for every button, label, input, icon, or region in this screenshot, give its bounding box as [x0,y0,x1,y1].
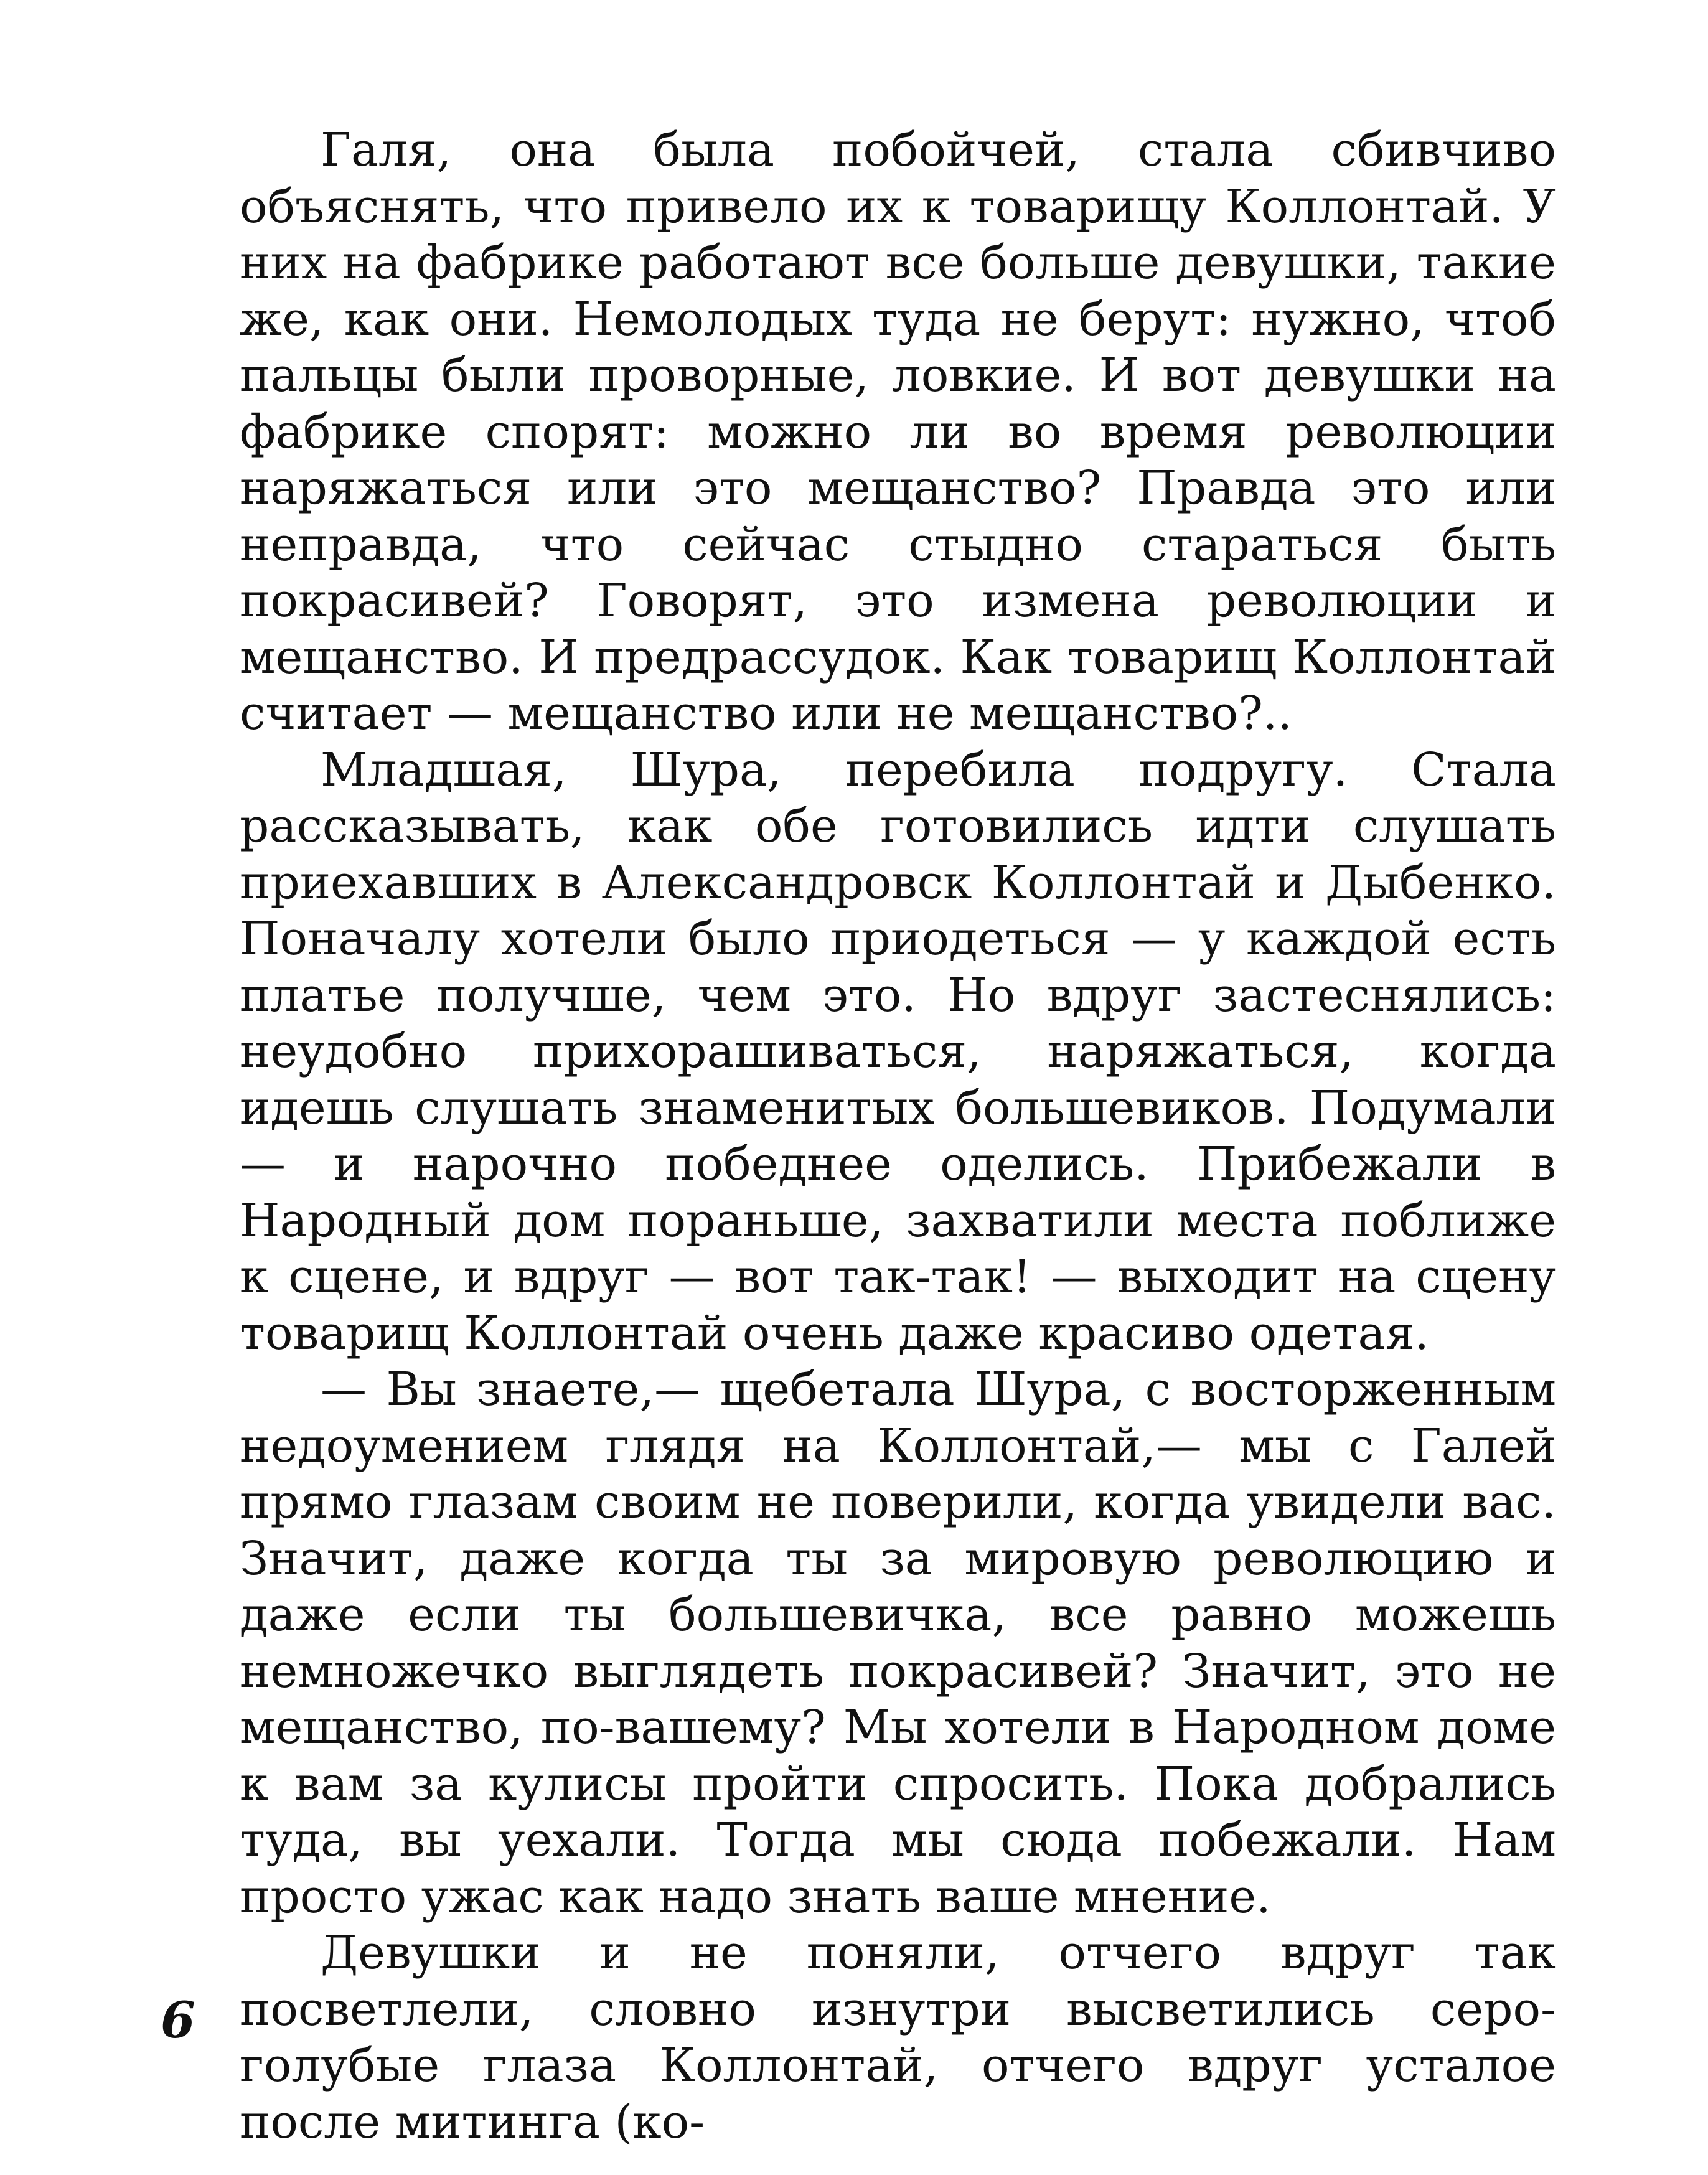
body-text [240,122,1556,2150]
paragraph-3: — Вы знаете,— щебетала Шура, с восторженным недоумением глядя на Коллонтай,— мы с Галей прямо глазам своим не поверили, когда увидели вас. Значит, даже когда ты за мировую революцию и даже если ты большевичка, все равно можешь немножечко выглядеть покрасивей? Значит, это не мещанство, по-вашему? Мы хотели в Народном доме к вам за кулисы пройти спросить. Пока добрались туда, вы уехали. Тогда мы сюда побежали. Нам просто ужас как надо знать ваше мнение. [240,1363,1556,1924]
page-number: 6 [161,1991,195,2049]
paragraph-2: Младшая, Шура, перебила подругу. Стала рассказывать, как обе готовились идти слушать приехавших в Александровск Коллонтай и Дыбенко. Поначалу хотели было приодеться — у каждой есть платье получше, чем это. Но вдруг застеснялись: неудобно прихорашиваться, наряжаться, когда идешь слушать знаменитых большевиков. Подумали — и нарочно победнее оделись. Прибежали в Народный дом пораньше, захватили места поближе к сцене, и вдруг — вот так-так! — выходит на сцену товарищ Коллонтай очень даже красиво одетая. [240,743,1556,1360]
paragraph-4: Девушки и не поняли, отчего вдруг так посветлели, словно изнутри высветились серо-голубые глаза Коллонтай, отчего вдруг усталое после митинга (ко- [240,1926,1556,2149]
paragraph-1: Галя, она была побойчей, стала сбивчиво объяснять, что привело их к товарищу Коллонтай. У них на фабрике работают все больше девушки, такие же, как они. Немолодых туда не берут: нужно, чтоб пальцы были проворные, ловкие. И вот девушки на фабрике спорят: можно ли во время революции наряжаться или это мещанство? Правда это или неправда, что сейчас стыдно стараться быть покрасивей? Говорят, это измена революции и мещанство. И предрассудок. Как товарищ Коллонтай считает — мещанство или не мещанство?.. [240,123,1556,740]
